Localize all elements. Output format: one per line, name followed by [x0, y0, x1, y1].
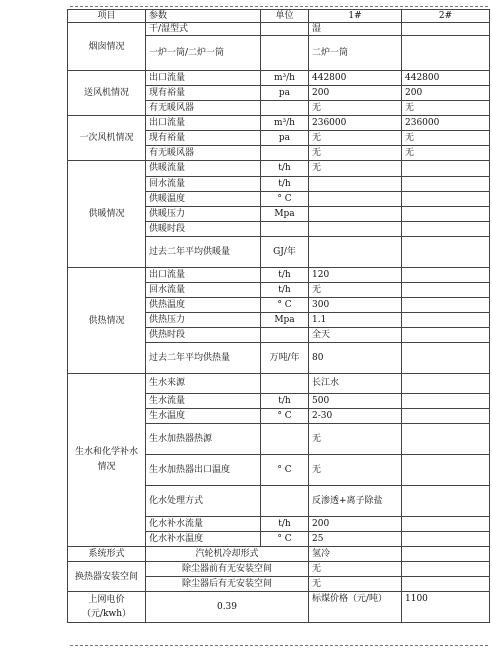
unit-cell: pa [261, 131, 309, 146]
unit-cell: ° C [261, 298, 309, 313]
value-cell-1: 无 [309, 161, 402, 177]
value-cell-1: 二炉一筒 [309, 36, 402, 71]
value-cell-1: 无 [309, 146, 402, 161]
table-row [68, 116, 490, 131]
group-label-heating: 供暖情况 [68, 161, 146, 268]
parameter-table [67, 9, 490, 623]
value-cell-2: 无 [402, 101, 490, 116]
value-cell-1: 25 [309, 532, 402, 547]
value-cell-2 [402, 313, 490, 328]
value-cell-2 [402, 23, 490, 36]
value-cell-2 [402, 562, 490, 577]
unit-cell [261, 101, 309, 116]
param-cell: 出口流量 [146, 71, 261, 86]
param-cell: 生水温度 [146, 409, 261, 424]
footer-rule [70, 645, 488, 646]
value-cell-1: 全天 [309, 328, 402, 343]
unit-cell [261, 374, 309, 394]
unit-cell: t/h [261, 268, 309, 283]
value-cell-1: 无 [309, 101, 402, 116]
value-cell-1: 无 [309, 131, 402, 146]
param-cell: 出口流量 [146, 116, 261, 131]
header-rule [70, 6, 488, 7]
param-cell: 有无暖风器 [146, 101, 261, 116]
unit-cell: Mpa [261, 313, 309, 328]
param-cell: 生水加热器热源 [146, 424, 261, 455]
group-label-primary-fan: 一次风机情况 [68, 116, 146, 161]
table-row [68, 562, 490, 577]
param-cell: 现有裕量 [146, 86, 261, 101]
table-row [68, 23, 490, 36]
value-cell-2 [402, 328, 490, 343]
unit-cell [261, 36, 309, 71]
value-cell-1: 湿 [309, 23, 402, 36]
param-cell: 供暖温度 [146, 192, 261, 207]
value-cell-2: 无 [402, 131, 490, 146]
param-cell: 一炉一筒/二炉一筒 [146, 36, 261, 71]
unit-cell: pa [261, 86, 309, 101]
value-cell-2 [402, 36, 490, 71]
param-cell: 回水流量 [146, 283, 261, 298]
param-cell: 生水加热器出口温度 [146, 455, 261, 486]
param-cell: 生水来源 [146, 374, 261, 394]
unit-cell: ° C [261, 455, 309, 486]
value-cell-1 [309, 192, 402, 207]
unit-cell [261, 424, 309, 455]
value-cell-2 [402, 394, 490, 409]
unit-cell [261, 146, 309, 161]
group-label-fan: 送风机情况 [68, 71, 146, 116]
value-cell-1: 长江水 [309, 374, 402, 394]
table-row [68, 161, 490, 177]
value-cell-1: 无 [309, 562, 402, 577]
value-cell-1: 无 [309, 424, 402, 455]
value-cell-1: 120 [309, 268, 402, 283]
param-cell: 供热时段 [146, 328, 261, 343]
unit-cell: GJ/年 [261, 237, 309, 268]
unit-cell: t/h [261, 517, 309, 532]
param-cell: 化水补水流量 [146, 517, 261, 532]
value-cell-2 [402, 283, 490, 298]
header-item: 项目 [68, 10, 146, 23]
unit-cell [261, 23, 309, 36]
unit-cell: ° C [261, 409, 309, 424]
group-label-supply: 供热情况 [68, 268, 146, 374]
value-cell-2 [402, 177, 490, 192]
value-cell-2 [402, 192, 490, 207]
value-cell-1: 442800 [309, 71, 402, 86]
header-col2: 2# [402, 10, 490, 23]
value-cell-1: 300 [309, 298, 402, 313]
param-cell: 过去二年平均供热量 [146, 343, 261, 374]
value-cell-1: 1.1 [309, 313, 402, 328]
table-row [68, 268, 490, 283]
value-cell-2 [402, 268, 490, 283]
value-cell-1: 无 [309, 577, 402, 592]
table-row [68, 374, 490, 394]
param-cell: 化水补水温度 [146, 532, 261, 547]
param-cell: 回水流量 [146, 177, 261, 192]
value-cell-2 [402, 532, 490, 547]
param-cell: 供热压力 [146, 313, 261, 328]
value-cell-2 [402, 161, 490, 177]
param-cell: 供暖时段 [146, 222, 261, 237]
value-cell-1 [309, 207, 402, 222]
header-col1: 1# [309, 10, 402, 23]
value-cell-2 [402, 298, 490, 313]
param-cell: 出口流量 [146, 268, 261, 283]
unit-cell: t/h [261, 161, 309, 177]
unit-cell: ° C [261, 192, 309, 207]
param-cell: 除尘器前有无安装空间 [146, 562, 309, 577]
table-header-row [68, 10, 490, 23]
group-label-exchanger: 换热器安装空间 [68, 562, 146, 592]
value-cell-2 [402, 207, 490, 222]
value-cell-1: 反渗透+离子除盐 [309, 486, 402, 517]
unit-cell: ° C [261, 532, 309, 547]
param-cell: 生水流量 [146, 394, 261, 409]
value-cell-2: 无 [402, 146, 490, 161]
value-cell-2: 200 [402, 86, 490, 101]
value-cell-2 [402, 222, 490, 237]
unit-cell [261, 328, 309, 343]
value-cell-2 [402, 517, 490, 532]
table-row [68, 592, 490, 623]
group-label-system: 系统形式 [68, 547, 146, 562]
value-cell-2 [402, 374, 490, 394]
value-cell-1: 无 [309, 283, 402, 298]
value-cell-1: 氢冷 [309, 547, 402, 562]
param-cell: 现有裕量 [146, 131, 261, 146]
value-cell-2 [402, 577, 490, 592]
value-cell-1: 2-30 [309, 409, 402, 424]
value-cell-2 [402, 409, 490, 424]
header-param: 参数 [146, 10, 261, 23]
value-cell-1: 无 [309, 455, 402, 486]
value-cell-1: 200 [309, 517, 402, 532]
value-cell-1: 200 [309, 86, 402, 101]
value-cell-2 [402, 455, 490, 486]
param-cell: 过去二年平均供暖量 [146, 237, 261, 268]
value-cell-1 [309, 237, 402, 268]
unit-cell [261, 222, 309, 237]
unit-cell [261, 486, 309, 517]
value-cell-2 [402, 486, 490, 517]
unit-cell: m³/h [261, 116, 309, 131]
unit-cell: t/h [261, 283, 309, 298]
value-cell-1: 236000 [309, 116, 402, 131]
param-cell: 供暖压力 [146, 207, 261, 222]
param-cell: 汽轮机冷却形式 [146, 547, 309, 562]
coal-price-label: 标煤价格（元/吨） [309, 592, 402, 623]
price-value: 0.39 [146, 592, 309, 623]
param-cell: 化水处理方式 [146, 486, 261, 517]
unit-cell: 万吨/年 [261, 343, 309, 374]
group-label-flue: 烟囱情况 [68, 23, 146, 71]
table-row [68, 71, 490, 86]
value-cell-2: 442800 [402, 71, 490, 86]
value-cell-2 [402, 237, 490, 268]
unit-cell: t/h [261, 394, 309, 409]
unit-cell: m³/h [261, 71, 309, 86]
unit-cell: Mpa [261, 207, 309, 222]
value-cell-2: 236000 [402, 116, 490, 131]
group-label-price: 上网电价（元/kwh） [68, 592, 146, 623]
value-cell-1: 500 [309, 394, 402, 409]
group-label-water: 生水和化学补水情况 [68, 374, 146, 547]
param-cell: 供暖流量 [146, 161, 261, 177]
table-row [68, 547, 490, 562]
unit-cell: t/h [261, 177, 309, 192]
coal-price-value: 1100 [402, 592, 490, 623]
header-unit: 单位 [261, 10, 309, 23]
value-cell-2 [402, 424, 490, 455]
value-cell-1 [309, 222, 402, 237]
value-cell-1: 80 [309, 343, 402, 374]
value-cell-2 [402, 343, 490, 374]
param-cell: 有无暖风器 [146, 146, 261, 161]
param-cell: 除尘器后有无安装空间 [146, 577, 309, 592]
value-cell-1 [309, 177, 402, 192]
value-cell-2 [402, 547, 490, 562]
param-cell: 干/湿型式 [146, 23, 261, 36]
param-cell: 供热温度 [146, 298, 261, 313]
